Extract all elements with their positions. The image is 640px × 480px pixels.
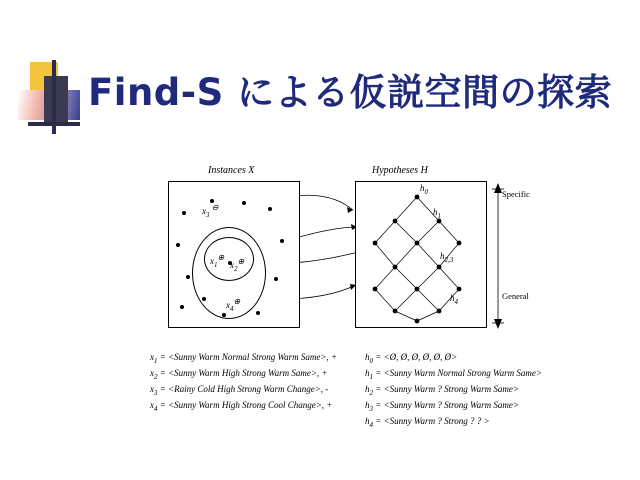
instance-dot xyxy=(202,297,206,301)
instance-dot xyxy=(182,211,186,215)
instance-equation-row: $x_2$ = <Sunny Warm High Strong Warm Same>, + xyxy=(150,368,328,381)
instance-equation-row: $x_1$ = <Sunny Warm Normal Strong Warm Same>, + xyxy=(150,352,338,365)
instance-dot xyxy=(176,243,180,247)
instance-dot xyxy=(180,305,184,309)
instance-dot xyxy=(274,277,278,281)
instances-panel-label: Instances X xyxy=(208,165,255,176)
title-decoration xyxy=(18,60,92,134)
hypothesis-equation-row: $h_4$ = <Sunny Warm ? Strong ? ? > xyxy=(365,416,490,429)
instance-label-x3: $x_3$ ⊖ xyxy=(202,203,219,219)
horizontal-rule xyxy=(28,122,80,126)
hypothesis-equation-row: $h_3$ = <Sunny Warm ? Strong Warm Same> xyxy=(365,400,519,413)
instance-label-x1: $x_1\oplus$ xyxy=(210,253,225,269)
hypothesis-equation-row: $h_2$ = <Sunny Warm ? Strong Warm Same> xyxy=(365,384,519,397)
page-title: Find-S による仮説空間の探索 xyxy=(88,71,613,114)
instance-label-x2: $x_2\oplus$ xyxy=(230,257,245,273)
hypotheses-panel-label: Hypotheses H xyxy=(372,165,428,176)
instance-dot xyxy=(268,207,272,211)
hypothesis-label-h1: $h_1$ xyxy=(433,207,441,220)
hypothesis-label-h23: $h_{2,3}$ xyxy=(440,251,454,264)
hypothesis-equations xyxy=(365,352,615,432)
instance-dot xyxy=(280,239,284,243)
dark-square xyxy=(44,76,68,122)
hypothesis-equation-row: $h_1$ = <Sunny Warm Normal Strong Warm Same> xyxy=(365,368,542,381)
hypothesis-equation-row: $h_0$ = <Ø, Ø, Ø, Ø, Ø, Ø> xyxy=(365,352,458,365)
figure-container xyxy=(150,165,530,345)
instance-dot xyxy=(256,311,260,315)
instance-dot xyxy=(222,313,226,317)
instance-equation-row: $x_3$ = <Rainy Cold High Strong Warm Change>, - xyxy=(150,384,329,397)
hypothesis-label-h0: $h_0$ xyxy=(420,183,428,196)
instance-label-x4: $x_4\oplus$ xyxy=(226,297,241,313)
axis-label-general: General xyxy=(502,291,529,301)
hypothesis-lattice xyxy=(355,181,485,326)
specificity-axis xyxy=(490,181,512,331)
axis-label-specific: Specific xyxy=(502,189,530,199)
hypothesis-label-h4: $h_4$ xyxy=(450,293,458,306)
instance-equations xyxy=(150,352,360,416)
instance-dot xyxy=(186,275,190,279)
instance-dot xyxy=(242,201,246,205)
instance-equation-row: $x_4$ = <Sunny Warm High Strong Cool Change>, + xyxy=(150,400,333,413)
